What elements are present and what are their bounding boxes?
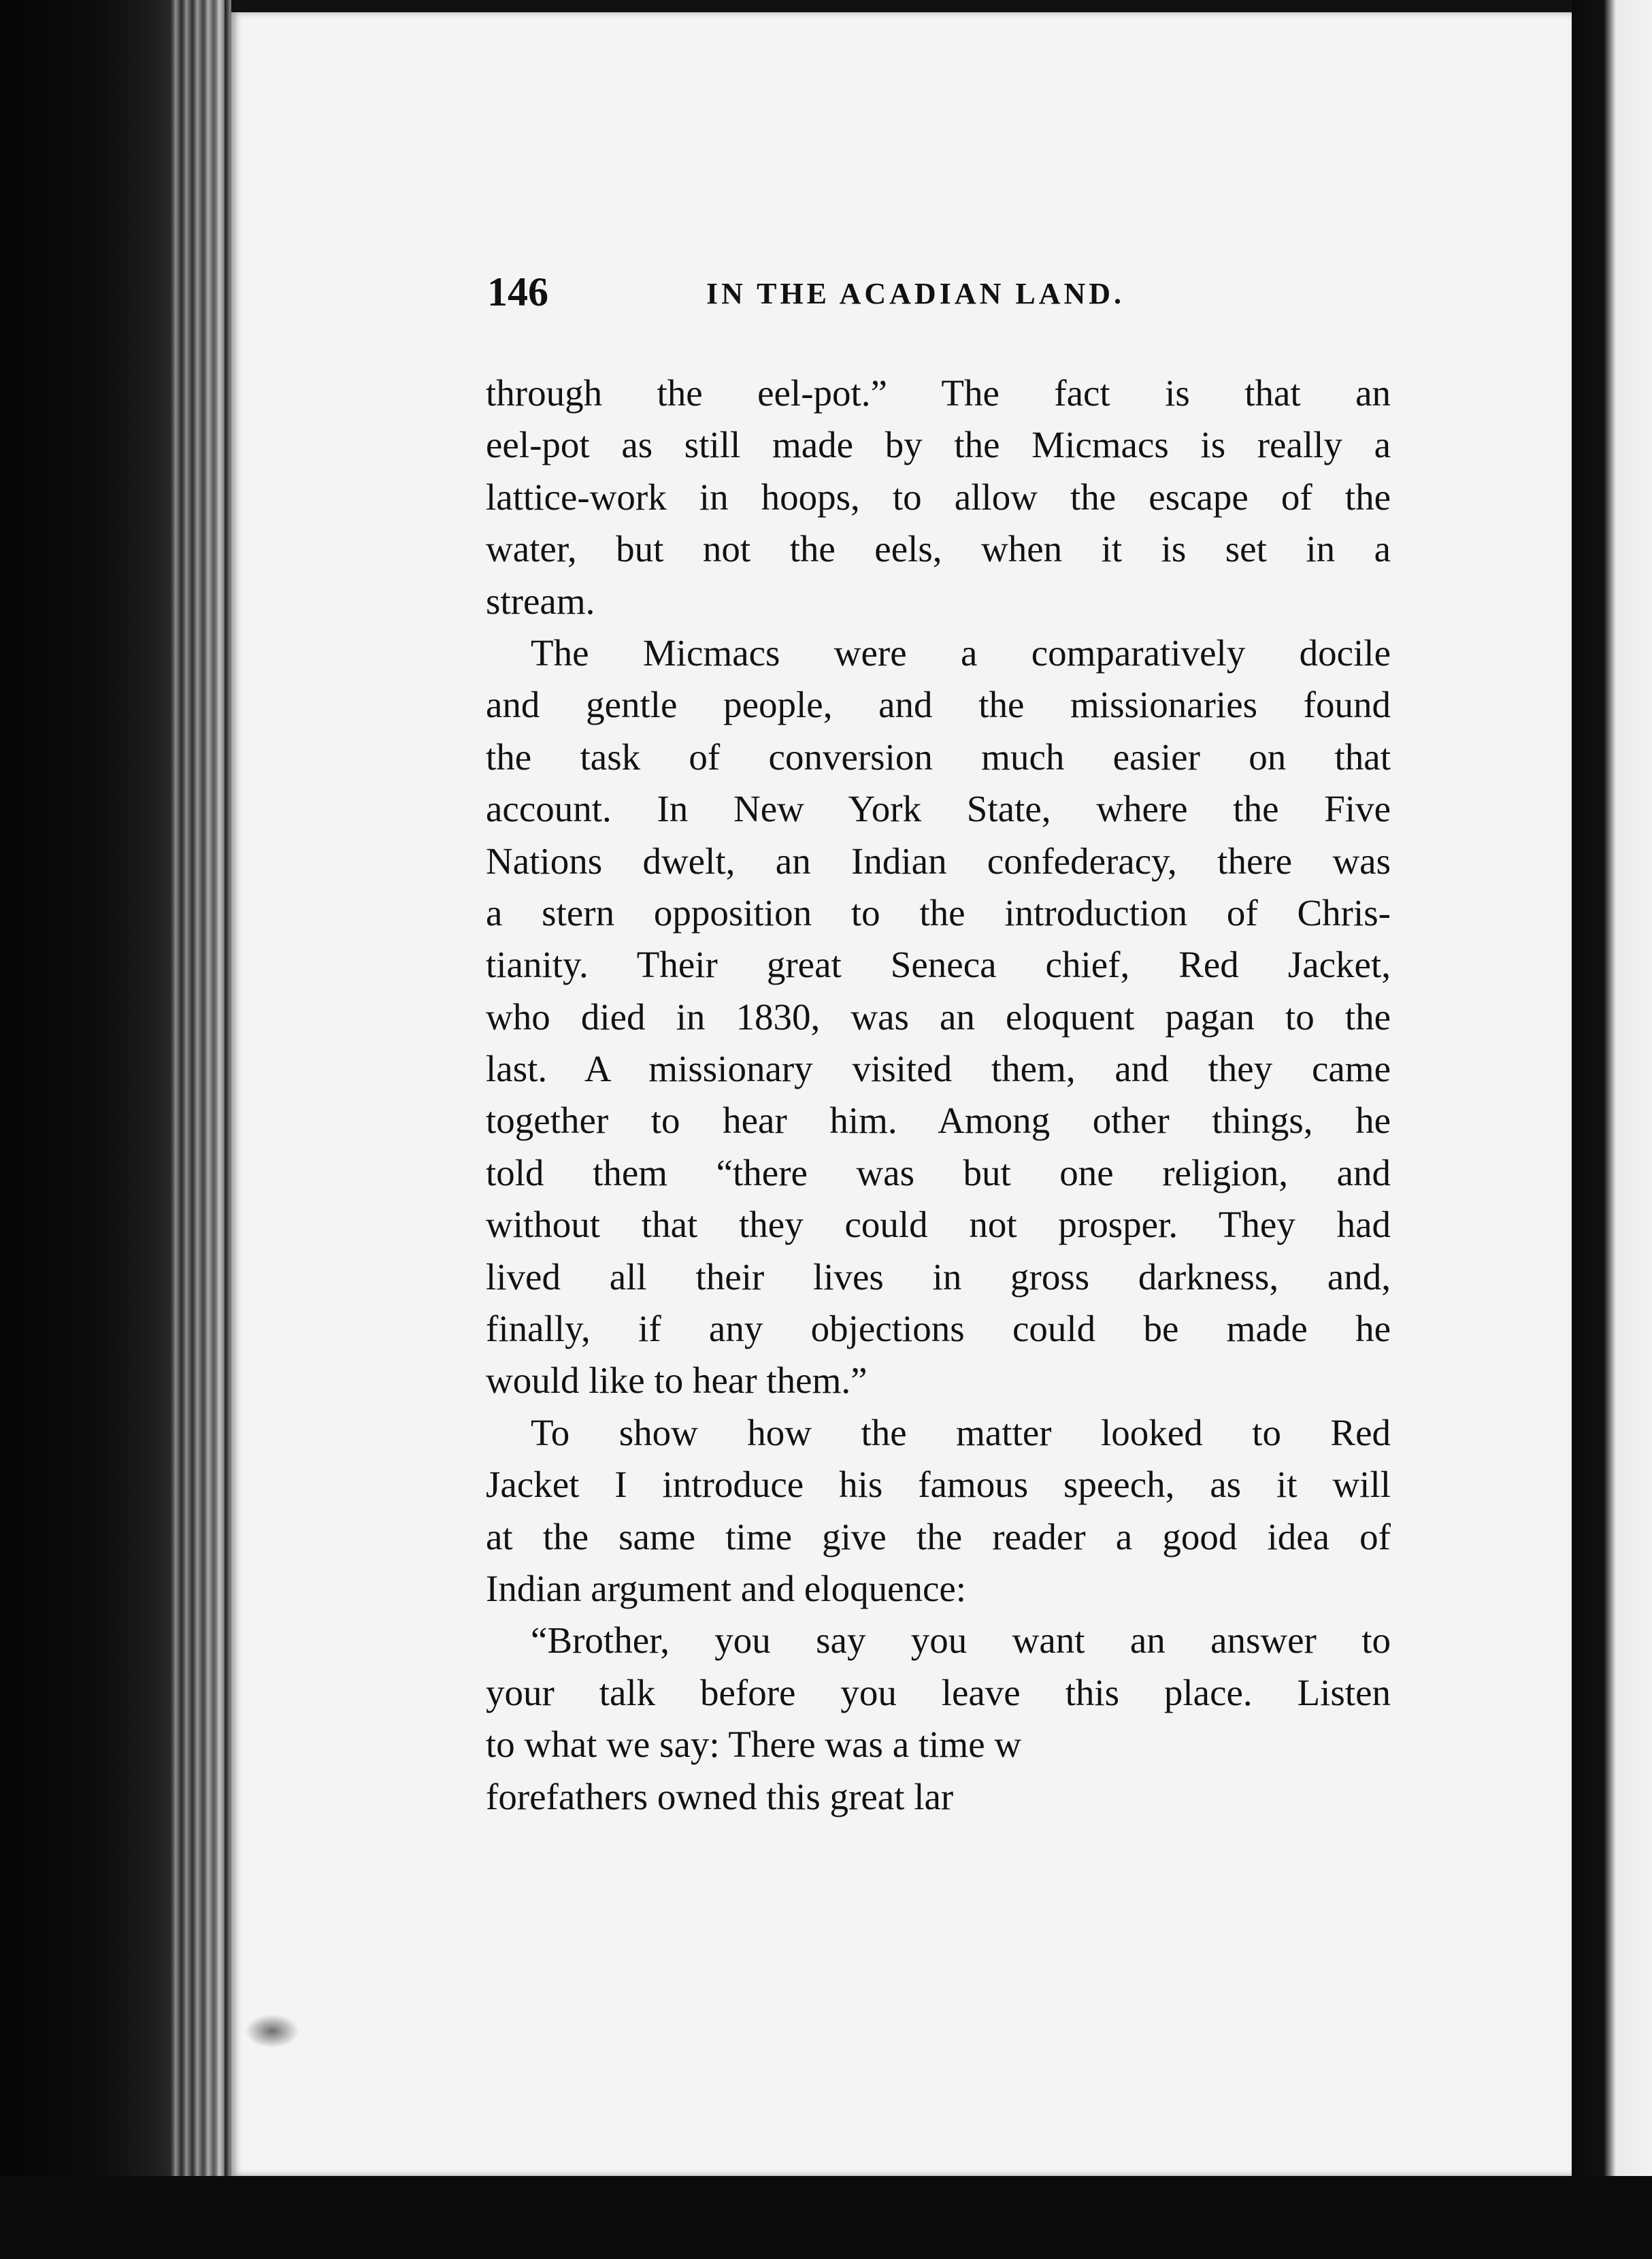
paragraph-start-line: “Brother, you say you want an answer to xyxy=(531,1619,1391,1662)
text-line: Nations dwelt, an Indian confederacy, there was xyxy=(486,840,1391,882)
text-line: told them “there was but one religion, and xyxy=(486,1151,1391,1193)
text-line: lived all their lives in gross darkness, and, xyxy=(486,1255,1391,1298)
running-head xyxy=(487,268,1392,316)
body-text xyxy=(486,367,1391,1823)
text-line: lattice-work in hoops, to allow the escape of the xyxy=(486,476,1391,518)
paragraph-start-line: The Micmacs were a comparatively docile xyxy=(531,631,1391,674)
paragraph-start-line: To show how the matter looked to Red xyxy=(531,1411,1391,1453)
text-line: without that they could not prosper. They had xyxy=(486,1204,1391,1246)
text-line: would like to hear them.” xyxy=(486,1359,868,1402)
faded-print-area xyxy=(1102,1728,1402,1858)
text-line: last. A missionary visited them, and they came xyxy=(486,1048,1391,1090)
text-line: to what we say: There was a time w xyxy=(486,1724,1022,1766)
ink-smudge xyxy=(245,2014,299,2048)
page-edges xyxy=(170,0,231,2259)
text-line: through the eel-pot.” The fact is that an xyxy=(486,372,1391,414)
text-line: at the same time give the reader a good idea of xyxy=(486,1515,1391,1557)
text-line: together to hear him. Among other things, he xyxy=(486,1100,1391,1142)
scan-bottom-border xyxy=(0,2176,1652,2259)
text-line: finally, if any objections could be made he xyxy=(486,1308,1391,1350)
page-number: 146 xyxy=(487,269,548,314)
running-title: IN THE ACADIAN LAND. xyxy=(706,277,1125,310)
text-line: stream. xyxy=(486,580,595,622)
text-line: your talk before you leave this place. Listen xyxy=(486,1671,1391,1713)
text-line: water, but not the eels, when it is set in a xyxy=(486,528,1391,570)
text-line: account. In New York State, where the Five xyxy=(486,788,1391,830)
next-page-edge xyxy=(1572,0,1652,2259)
text-line: eel-pot as still made by the Micmacs is really a xyxy=(486,424,1391,466)
text-line: tianity. Their great Seneca chief, Red Jacket, xyxy=(486,944,1391,986)
text-line: forefathers owned this great lar xyxy=(486,1775,954,1817)
text-line: the task of conversion much easier on that xyxy=(486,736,1391,778)
text-line: and gentle people, and the missionaries found xyxy=(486,684,1391,726)
text-line: Jacket I introduce his famous speech, as it will xyxy=(486,1464,1391,1506)
text-line: Indian argument and eloquence: xyxy=(486,1567,967,1609)
text-line: who died in 1830, was an eloquent pagan to the xyxy=(486,995,1391,1038)
text-line: a stern opposition to the introduction of Chris- xyxy=(486,891,1391,934)
